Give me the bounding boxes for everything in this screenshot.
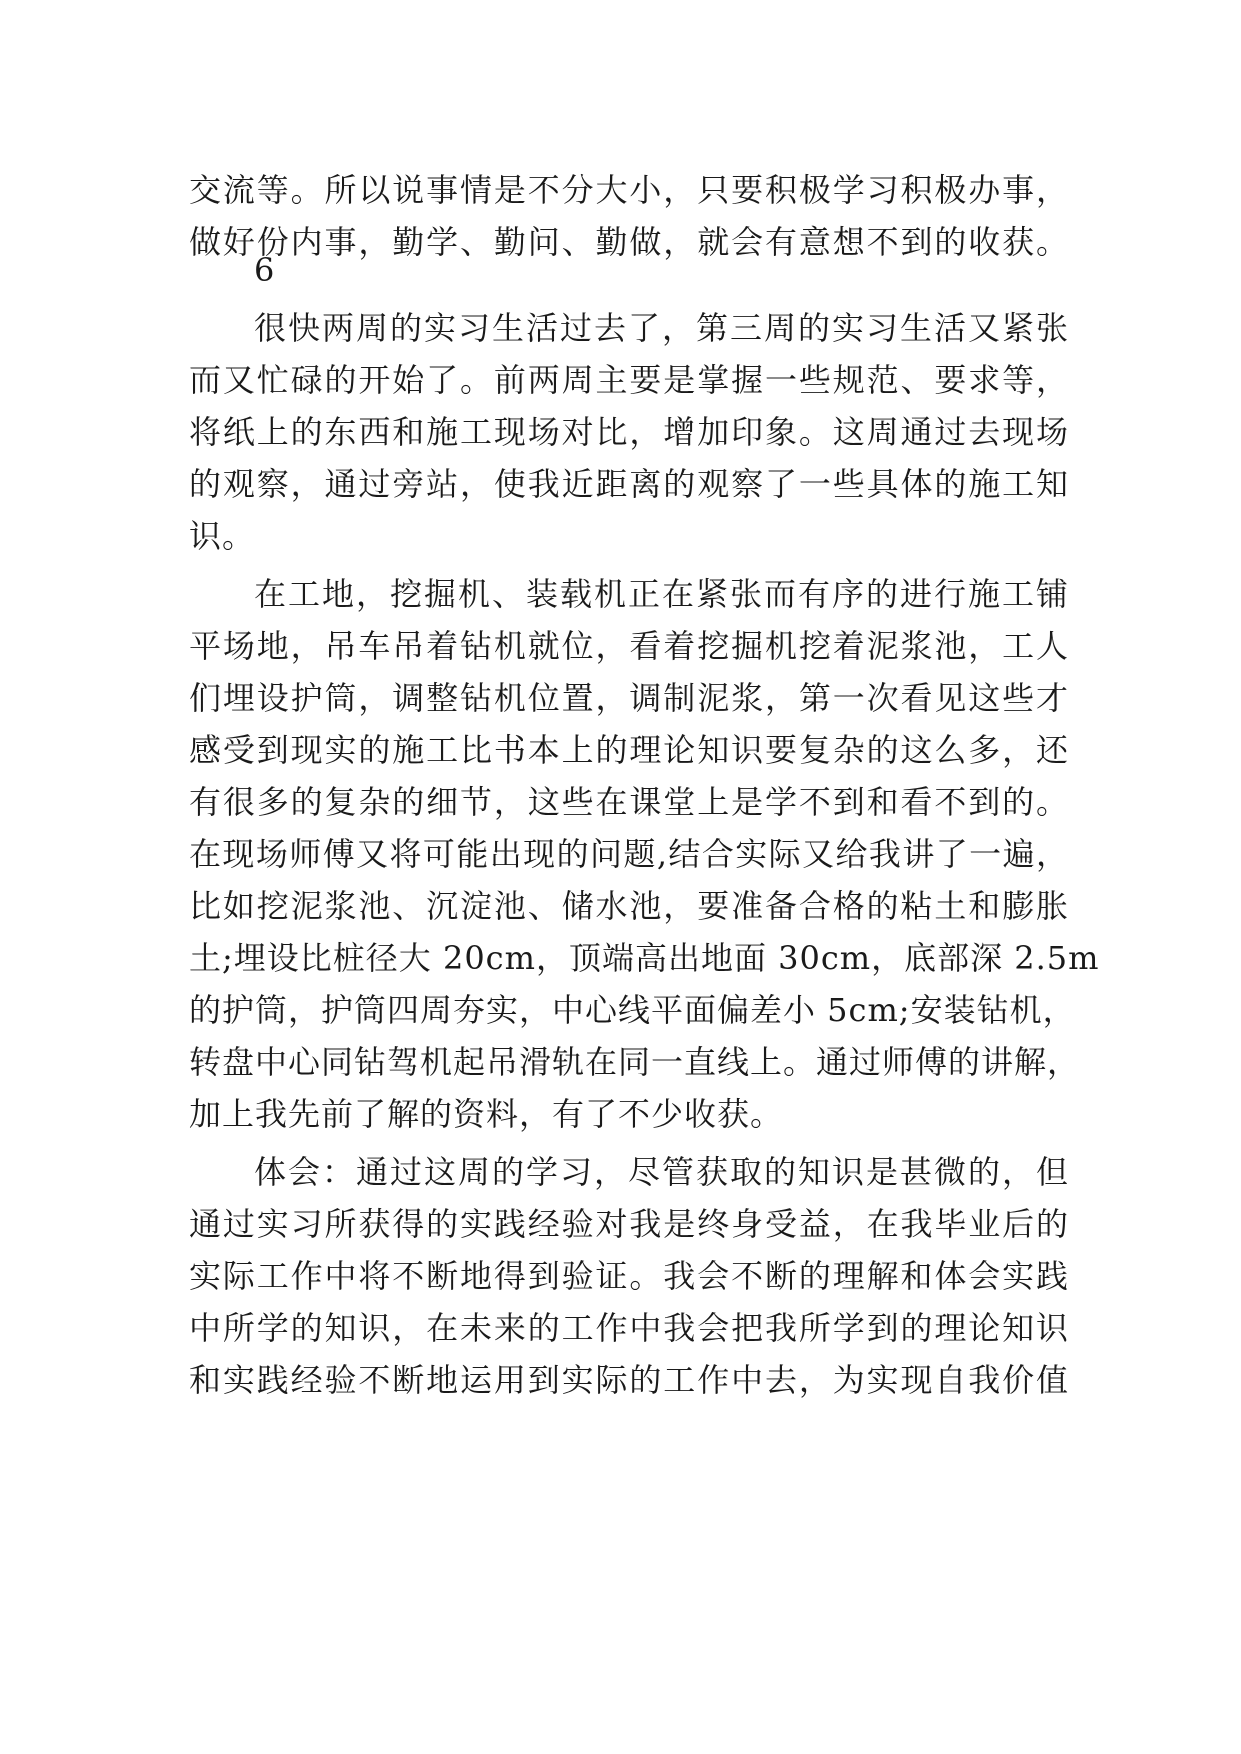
text-line: 实际工作中将不断地得到验证。我会不断的理解和体会实践: [189, 1257, 1069, 1295]
text-line: 做好份内事，勤学、勤问、勤做，就会有意想不到的收获。: [189, 223, 1069, 261]
text-line: 识。: [189, 517, 256, 555]
paragraph-first-line: 很快两周的实习生活过去了，第三周的实习生活又紧张: [254, 309, 1069, 347]
text-line: 中所学的知识，在未来的工作中我会把我所学到的理论知识: [189, 1309, 1069, 1347]
text-line: 的观察，通过旁站，使我近距离的观察了一些具体的施工知: [189, 465, 1069, 503]
text-line: 的护筒，护筒四周夯实，中心线平面偏差小 5cm;安装钻机，: [189, 991, 1076, 1029]
text-line: 加上我先前了解的资料，有了不少收获。: [189, 1095, 784, 1133]
paragraph-first-line: 体会：通过这周的学习，尽管获取的知识是甚微的，但: [254, 1153, 1069, 1191]
page-number: 6: [254, 251, 275, 289]
text-line: 们埋设护筒，调整钻机位置，调制泥浆，第一次看见这些才: [189, 679, 1069, 717]
text-line: 转盘中心同钻驾机起吊滑轨在同一直线上。通过师傅的讲解，: [189, 1043, 1081, 1081]
text-line: 通过实习所获得的实践经验对我是终身受益，在我毕业后的: [189, 1205, 1069, 1243]
text-line: 交流等。所以说事情是不分大小，只要积极学习积极办事，: [189, 171, 1069, 209]
paragraph-first-line: 在工地，挖掘机、装载机正在紧张而有序的进行施工铺: [254, 575, 1069, 613]
text-line: 而又忙碌的开始了。前两周主要是掌握一些规范、要求等，: [189, 361, 1069, 399]
text-line: 比如挖泥浆池、沉淀池、储水池，要准备合格的粘土和膨胀: [189, 887, 1069, 925]
text-line: 和实践经验不断地运用到实际的工作中去，为实现自我价值: [189, 1361, 1069, 1399]
text-line: 在现场师傅又将可能出现的问题,结合实际又给我讲了一遍，: [189, 835, 1069, 873]
text-line: 土;埋设比桩径大 20cm，顶端高出地面 30cm，底部深 2.5m: [189, 939, 1100, 977]
text-line: 平场地，吊车吊着钻机就位，看着挖掘机挖着泥浆池，工人: [189, 627, 1069, 665]
text-line: 感受到现实的施工比书本上的理论知识要复杂的这么多，还: [189, 731, 1069, 769]
text-line: 有很多的复杂的细节，这些在课堂上是学不到和看不到的。: [189, 783, 1069, 821]
text-line: 将纸上的东西和施工现场对比，增加印象。这周通过去现场: [189, 413, 1069, 451]
